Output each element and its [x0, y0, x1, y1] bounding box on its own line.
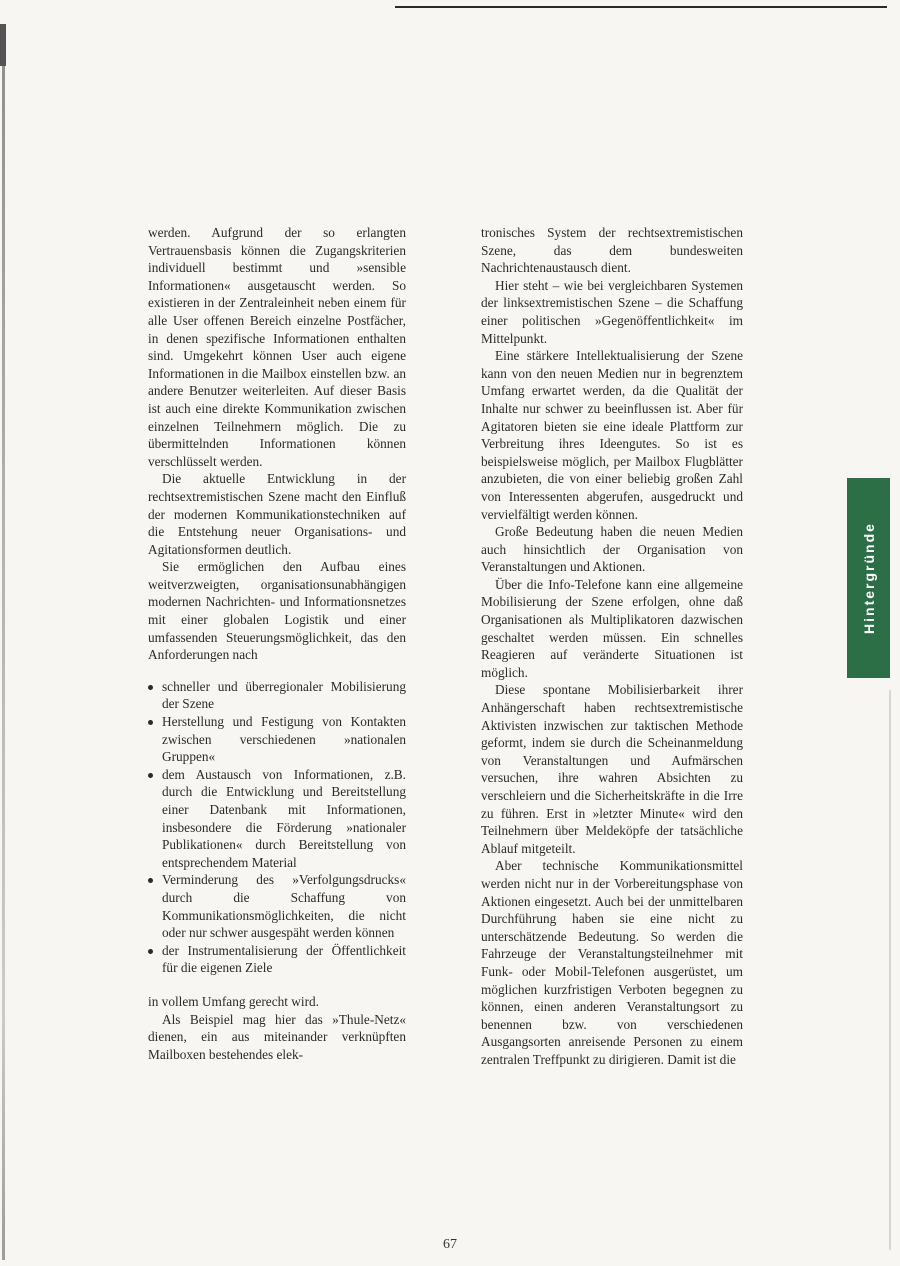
- paragraph: werden. Aufgrund der so erlangten Vertrauensbasis können die Zugangskriterien individuell bestimmt und »sensible Informationen« ausgetauscht werden. So existieren in der Zentraleinheit neben einem für alle User offenen Bereich einzelne Postfächer, in denen spezifische Informationen enthalten sind. Umgekehrt können User auch eigene Informationen in die Mailbox einstellen bzw. an andere Benutzer weiterleiten. Auf dieser Basis ist auch eine direkte Kommunikation zwischen einzelnen Teilnehmern möglich. Die zu übermittelnden Informationen können verschlüsselt werden.: [148, 225, 406, 469]
- paragraph: tronisches System der rechtsextremistischen Szene, das dem bundesweiten Nachrichtenaustausch dient.: [481, 225, 743, 276]
- right-column: [481, 224, 743, 1069]
- paragraph: Als Beispiel mag hier das »Thule-Netz« dienen, ein aus miteinander verknüpften Mailboxen bestehendes elek-: [148, 1011, 406, 1062]
- paragraph: Die aktuelle Entwicklung in der rechtsextremistischen Szene macht den Einfluß der modernen Kommunikationstechniken auf die Entstehung neuer Organisations- und Agitationsformen deutlich.: [148, 471, 406, 557]
- left-column: [148, 224, 406, 1063]
- list-item: der Instrumentalisierung der Öffentlichkeit für die eigenen Ziele: [148, 942, 406, 977]
- paragraph: Eine stärkere Intellektualisierung der Szene kann von den neuen Medien nur in begrenztem Umfang erwartet werden, da die Qualität der Inhalte nur schwer zu beeinflussen ist. Aber für Agitatoren bieten sie eine ideale Plattform zur Verbreitung ihres Ideengutes. So ist es beispielsweise möglich, per Mailbox Flugblätter anzubieten, die von einer beliebig großen Zahl von Interessenten abgerufen, ausgedruckt und vervielfältigt werden können.: [481, 348, 743, 522]
- list-item: dem Austausch von Informationen, z.B. durch die Entwicklung und Bereitstellung einer Datenbank mit Informationen, insbesondere die Förderung »nationaler Publikationen« durch Bereitstellung von entsprechendem Material: [148, 766, 406, 872]
- bullet-list: [148, 678, 406, 977]
- paragraph: in vollem Umfang gerecht wird.: [148, 993, 319, 1009]
- list-item: Verminderung des »Verfolgungsdrucks« durch die Schaffung von Kommunikationsmöglichkeiten, die nicht oder nur schwer ausgespäht werden können: [148, 871, 406, 941]
- section-tab-label: Hintergründe: [860, 522, 877, 634]
- paragraph: Sie ermöglichen den Aufbau eines weitverzweigten, organisationsunabhängigen modernen Nachrichten- und Informationsnetzes mit einer globalen Logistik und einer umfassenden Steuerungsmöglichkeit, das den Anforderungen nach: [148, 559, 406, 663]
- header-rule: [395, 6, 887, 8]
- right-page-edge: [889, 690, 891, 1250]
- list-item: Herstellung und Festigung von Kontakten zwischen verschiedenen »nationalen Gruppen«: [148, 713, 406, 766]
- paragraph: Über die Info-Telefone kann eine allgemeine Mobilisierung der Szene erfolgen, ohne daß Organisationen als Multiplikatoren dazwischen geschaltet werden müssen. Ein schnelles Reagieren auf veränderte Situationen ist möglich.: [481, 576, 743, 680]
- page-edge-mark: [0, 24, 6, 66]
- list-item: schneller und überregionaler Mobilisierung der Szene: [148, 678, 406, 713]
- paragraph: Diese spontane Mobilisierbarkeit ihrer Anhängerschaft haben rechtsextremistische Aktivisten inzwischen zur taktischen Methode geformt, indem sie durch die Scheinanmeldung von Veranstaltungen und Aufmärschen versuchen, ihre wahren Absichten zu verschleiern und die Sicherheitskräfte in die Irre zu führen. Erst in »letzter Minute« wird den Teilnehmern über Meldeköpfe der tatsächliche Ablauf mitgeteilt.: [481, 682, 743, 856]
- page-number: 67: [443, 1237, 457, 1252]
- section-tab: [847, 478, 890, 678]
- paragraph: Aber technische Kommunikationsmittel werden nicht nur in der Vorbereitungsphase von Aktionen eingesetzt. Auch bei der unmittelbaren Durchführung haben sie eine nicht zu unterschätzende Bedeutung. So werden die Fahrzeuge der Veranstaltungsteilnehmer mit Funk- oder Mobil-Telefonen ausgerüstet, um möglichen kurzfristigen Verboten begegnen zu können, einen anderen Veranstaltungsort zu benennen bzw. von verschiedenen Ausgangsorten anreisende Personen zu einem zentralen Treffpunkt zu dirigieren. Damit ist die: [481, 858, 743, 1067]
- paragraph: Große Bedeutung haben die neuen Medien auch hinsichtlich der Organisation von Veranstaltungen und Aktionen.: [481, 524, 743, 575]
- page-binding-edge: [2, 24, 5, 1260]
- paragraph: Hier steht – wie bei vergleichbaren Systemen der linksextremistischen Szene – die Schaffung einer politischen »Gegenöffentlichkeit« im Mittelpunkt.: [481, 277, 743, 346]
